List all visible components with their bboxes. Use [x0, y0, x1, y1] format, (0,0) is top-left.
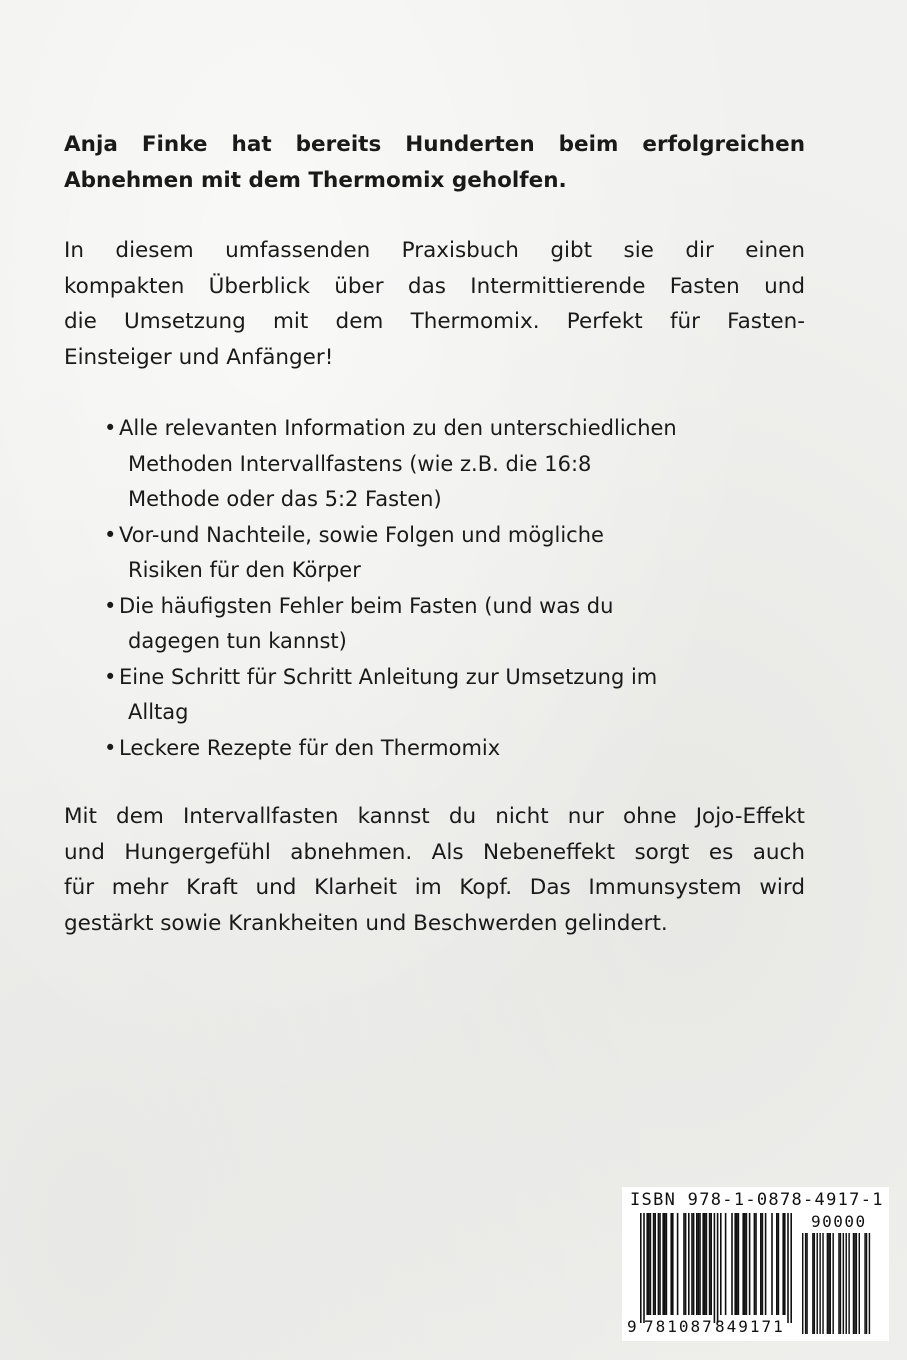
barcode-bar — [685, 1213, 687, 1315]
barcode-bar — [709, 1213, 711, 1315]
description-paragraph — [64, 233, 805, 375]
feature-text: Alle relevanten Information zu den unterschiedlichen — [119, 416, 677, 440]
barcode-bar — [683, 1213, 685, 1315]
barcode-bar — [710, 1213, 712, 1315]
bullet-icon: • — [104, 416, 117, 440]
benefits-line: Mit dem Intervallfasten kannst du nicht nur ohne Jojo-Effekt — [64, 804, 805, 829]
barcode-addon-bar — [817, 1233, 818, 1334]
barcode-addon-bar — [805, 1233, 806, 1334]
ean-first-digit: 9 — [627, 1317, 637, 1336]
intro-paragraph — [64, 127, 805, 198]
barcode-bar — [646, 1213, 648, 1315]
barcode-addon-bar — [843, 1233, 844, 1334]
barcode-bar — [746, 1213, 748, 1315]
barcode-addon-bar — [869, 1233, 870, 1334]
barcode-addon-bar — [840, 1233, 841, 1334]
feature-text: dagegen tun kannst) — [128, 629, 347, 653]
bullet-icon: • — [104, 522, 117, 547]
barcode-bar — [677, 1213, 679, 1315]
barcode-bar — [736, 1213, 738, 1315]
barcode-bar — [699, 1213, 701, 1315]
barcode-addon-bar — [859, 1233, 860, 1334]
feature-text: Leckere Rezepte für den Thermomix — [119, 735, 501, 760]
barcode-bar — [706, 1213, 708, 1315]
barcode-bar — [734, 1213, 736, 1315]
barcode-bar — [704, 1213, 706, 1315]
feature-text: Vor-und Nachteile, sowie Folgen und mögliche — [119, 522, 604, 547]
barcode-bar — [720, 1213, 722, 1315]
benefits-paragraph — [64, 799, 805, 941]
isbn-barcode-box — [622, 1187, 889, 1341]
barcode-bar — [643, 1213, 645, 1323]
bullet-icon: • — [104, 735, 117, 760]
barcode-addon-bar — [812, 1233, 813, 1334]
barcode-bar — [787, 1213, 789, 1323]
barcode-addon-bar — [854, 1233, 855, 1334]
intro-line: Abnehmen mit dem Thermomix geholfen. — [64, 167, 567, 193]
benefits-line: gestärkt sowie Krankheiten und Beschwerden gelindert. — [64, 910, 668, 936]
barcode-addon-bar — [802, 1233, 803, 1334]
barcode-bar — [698, 1213, 700, 1315]
barcode-bar — [654, 1213, 656, 1315]
feature-text: Methode oder das 5:2 Fasten) — [128, 487, 442, 511]
barcode-addon-bar — [832, 1233, 833, 1334]
barcode-bar — [650, 1213, 652, 1315]
barcode-addon-bar — [827, 1233, 828, 1334]
description-line: Einsteiger und Anfänger! — [64, 344, 334, 370]
barcode-bar — [691, 1213, 693, 1315]
barcode-bar — [760, 1213, 762, 1315]
barcode-bar — [648, 1213, 650, 1315]
barcode-bar — [653, 1213, 655, 1315]
barcode-addon-bar — [806, 1233, 807, 1334]
barcode-bar — [688, 1213, 690, 1315]
price-addon-code: 90000 — [811, 1212, 867, 1231]
barcode-addon-bar — [853, 1233, 854, 1334]
barcode-bar — [784, 1213, 786, 1315]
isbn-label: ISBN 978-1-0878-4917-1 — [630, 1190, 884, 1210]
barcode-bar — [696, 1213, 698, 1315]
feature-list-item — [104, 660, 784, 731]
barcode-bar — [664, 1213, 666, 1315]
bullet-icon: • — [104, 664, 117, 689]
barcode-bar — [659, 1213, 661, 1315]
feature-list-item — [104, 731, 784, 767]
barcode-bar — [670, 1213, 672, 1315]
barcode-bar — [754, 1213, 756, 1315]
feature-text: Methoden Intervallfastens (wie z.B. die 16:8 — [128, 451, 592, 476]
bullet-icon: • — [104, 593, 117, 618]
barcode-bar — [666, 1213, 668, 1315]
barcode-bar — [672, 1213, 674, 1315]
barcode-bar — [731, 1213, 733, 1315]
barcode-addon-bar — [866, 1233, 867, 1334]
barcode-addon-bar — [864, 1233, 865, 1334]
barcode-bar — [693, 1213, 695, 1315]
barcode-addon-bar — [848, 1233, 849, 1334]
feature-list-item — [104, 589, 784, 660]
description-line: kompakten Überblick über das Intermittierende Fasten und — [64, 273, 805, 299]
barcode-bar — [744, 1213, 746, 1315]
barcode-bar — [742, 1213, 744, 1315]
feature-text: Alltag — [128, 700, 189, 724]
barcode-bar — [662, 1213, 664, 1315]
barcode-bar — [717, 1213, 719, 1323]
barcode-bar — [776, 1213, 778, 1315]
barcode-bar — [782, 1213, 784, 1315]
feature-list-item — [104, 411, 784, 518]
barcode-bar — [778, 1213, 780, 1315]
barcode-addon-bar — [828, 1233, 829, 1334]
description-line: die Umsetzung mit dem Thermomix. Perfekt für Fasten- — [64, 309, 805, 334]
barcode-bar — [702, 1213, 704, 1315]
barcode-bar — [790, 1213, 792, 1323]
feature-text: Eine Schritt für Schritt Anleitung zur Umsetzung im — [119, 664, 658, 689]
barcode-addon-bar — [838, 1233, 839, 1334]
barcode-bar — [755, 1213, 757, 1315]
barcode-bar — [725, 1213, 727, 1315]
feature-text: Die häufigsten Fehler beim Fasten (und was du — [119, 593, 614, 618]
barcode-addon-bar — [819, 1233, 820, 1334]
barcode-addon-bar — [856, 1233, 857, 1334]
barcode-addon-bar — [846, 1233, 847, 1334]
barcode-bar — [762, 1213, 764, 1315]
feature-list — [104, 411, 784, 766]
ean-left-digits: 781087 — [644, 1317, 714, 1336]
barcode-bar — [749, 1213, 751, 1315]
barcode-bar — [714, 1213, 716, 1323]
barcode-addon-bar — [822, 1233, 823, 1334]
barcode-bar — [658, 1213, 660, 1315]
benefits-line: und Hungergefühl abnehmen. Als Nebeneffekt sorgt es auch — [64, 839, 805, 865]
barcode-bar — [765, 1213, 767, 1315]
barcode-bar — [640, 1213, 642, 1323]
description-line: In diesem umfassenden Praxisbuch gibt sie dir einen — [64, 238, 805, 263]
barcode-addon-bar — [830, 1233, 831, 1334]
barcode-bar — [738, 1213, 740, 1315]
feature-text: Risiken für den Körper — [128, 558, 361, 582]
barcode-addon-bar — [814, 1233, 815, 1334]
barcode-bar — [771, 1213, 773, 1315]
benefits-line: für mehr Kraft und Klarheit im Kopf. Das Immunsystem wird — [64, 875, 805, 900]
ean-right-digits: 849171 — [715, 1317, 785, 1336]
intro-line: Anja Finke hat bereits Hunderten beim erfolgreichen — [64, 132, 805, 157]
feature-list-item — [104, 518, 784, 589]
